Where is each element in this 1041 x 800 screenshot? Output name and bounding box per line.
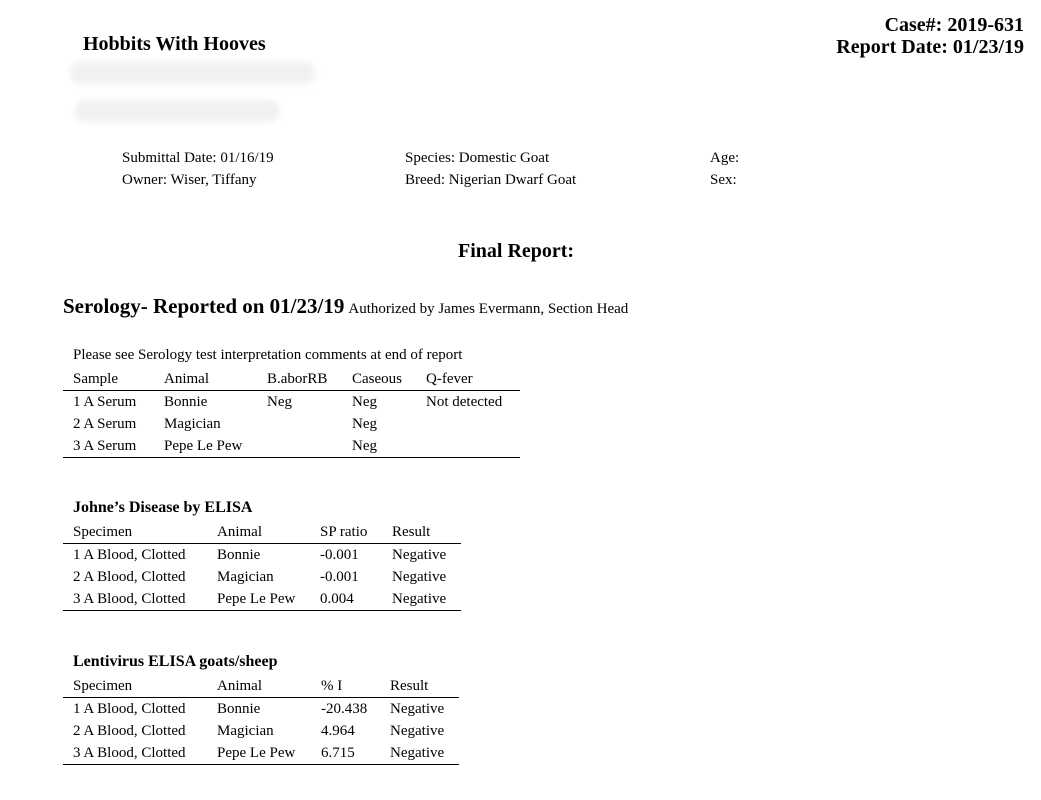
table-row (63, 435, 520, 458)
table-header-row (63, 521, 461, 544)
column-header: Specimen (63, 521, 217, 544)
table-cell: 1 A Serum (73, 394, 137, 410)
table-cell: Neg (352, 394, 377, 410)
table-cell: Negative (392, 547, 447, 563)
table-header-row (63, 675, 459, 698)
column-header: Result (392, 521, 461, 544)
table-cell: 1 A Blood, Clotted (73, 547, 186, 563)
final-report-title: Final Report: (458, 240, 575, 262)
table-cell: Magician (217, 569, 274, 585)
serology-authorized: Authorized by James Evermann, Section Head (348, 301, 629, 317)
table-row (63, 544, 461, 567)
column-header: Animal (217, 675, 321, 698)
table-cell: 3 A Blood, Clotted (63, 742, 217, 765)
table-cell (426, 413, 520, 435)
table-row (63, 742, 459, 765)
table-row (63, 391, 520, 414)
table-row (63, 720, 459, 742)
report-date: Report Date: 01/23/19 (836, 36, 1024, 58)
lentivirus-title: Lentivirus ELISA goats/sheep (73, 653, 278, 670)
table-cell: 3 A Serum (63, 435, 164, 458)
case-number: Case#: 2019-631 (884, 14, 1024, 36)
table-cell: -0.001 (320, 547, 359, 563)
table-header-row (63, 368, 520, 391)
table-cell: Bonnie (164, 394, 208, 410)
table-cell: Neg (267, 394, 292, 410)
table-cell: Magician (164, 416, 221, 432)
table-cell: 2 A Serum (73, 416, 137, 432)
table-row (63, 698, 459, 721)
table-cell (267, 413, 352, 435)
johnes-title: Johne’s Disease by ELISA (73, 499, 253, 516)
table-cell: -0.001 (320, 569, 359, 585)
column-header: B.aborRB (267, 368, 352, 391)
table-row (63, 588, 461, 611)
table-cell: Bonnie (217, 701, 261, 717)
table-cell: Bonnie (217, 547, 261, 563)
column-header: Q-fever (426, 368, 520, 391)
case-info (836, 14, 1024, 58)
column-header: SP ratio (320, 521, 392, 544)
column-header: % I (321, 675, 390, 698)
info-column-submission (122, 147, 274, 191)
table-cell: Neg (352, 416, 377, 432)
table-cell: 3 A Blood, Clotted (63, 588, 217, 611)
serology-title: Serology- Reported on 01/23/19 (63, 294, 345, 318)
submittal-date: Submittal Date: 01/16/19 (122, 150, 274, 166)
column-header: Animal (217, 521, 320, 544)
redacted-address-line-1 (70, 62, 315, 84)
table-cell: 0.004 (320, 588, 392, 611)
table-cell: Magician (217, 723, 274, 739)
serology-note: Please see Serology test interpretation comments at end of report (73, 347, 463, 363)
table-cell: 6.715 (321, 742, 390, 765)
owner: Owner: Wiser, Tiffany (122, 172, 257, 188)
table-cell: 1 A Blood, Clotted (73, 701, 186, 717)
column-header: Specimen (63, 675, 217, 698)
sex: Sex: (710, 172, 737, 188)
redacted-address-line-2 (75, 100, 280, 122)
column-header: Sample (63, 368, 164, 391)
table-cell: Negative (390, 723, 445, 739)
age: Age: (710, 150, 740, 166)
column-header: Animal (164, 368, 267, 391)
table-cell: Negative (390, 701, 445, 717)
table-cell: Negative (390, 742, 459, 765)
table-cell: Not detected (426, 394, 503, 410)
table-cell: Negative (392, 588, 461, 611)
table-cell: -20.438 (321, 701, 368, 717)
lentivirus-table (63, 675, 459, 765)
species: Species: Domestic Goat (405, 150, 550, 166)
clinic-name: Hobbits With Hooves (83, 33, 266, 55)
column-header: Result (390, 675, 459, 698)
table-cell: Pepe Le Pew (217, 742, 321, 765)
breed: Breed: Nigerian Dwarf Goat (405, 172, 577, 188)
table-cell: 4.964 (321, 723, 355, 739)
table-cell: Negative (392, 569, 447, 585)
table-row (63, 413, 520, 435)
table-cell: Pepe Le Pew (164, 435, 267, 458)
table-cell (267, 435, 352, 458)
table-cell: Pepe Le Pew (217, 588, 320, 611)
table-cell: 2 A Blood, Clotted (73, 569, 186, 585)
table-cell: 2 A Blood, Clotted (73, 723, 186, 739)
serology-table (63, 368, 520, 458)
column-header: Caseous (352, 368, 426, 391)
info-column-demographics (710, 147, 739, 191)
johnes-table (63, 521, 461, 611)
serology-heading (63, 294, 628, 319)
table-cell: Neg (352, 435, 426, 458)
table-row (63, 566, 461, 588)
info-column-animal (405, 147, 576, 191)
table-cell (426, 435, 520, 458)
